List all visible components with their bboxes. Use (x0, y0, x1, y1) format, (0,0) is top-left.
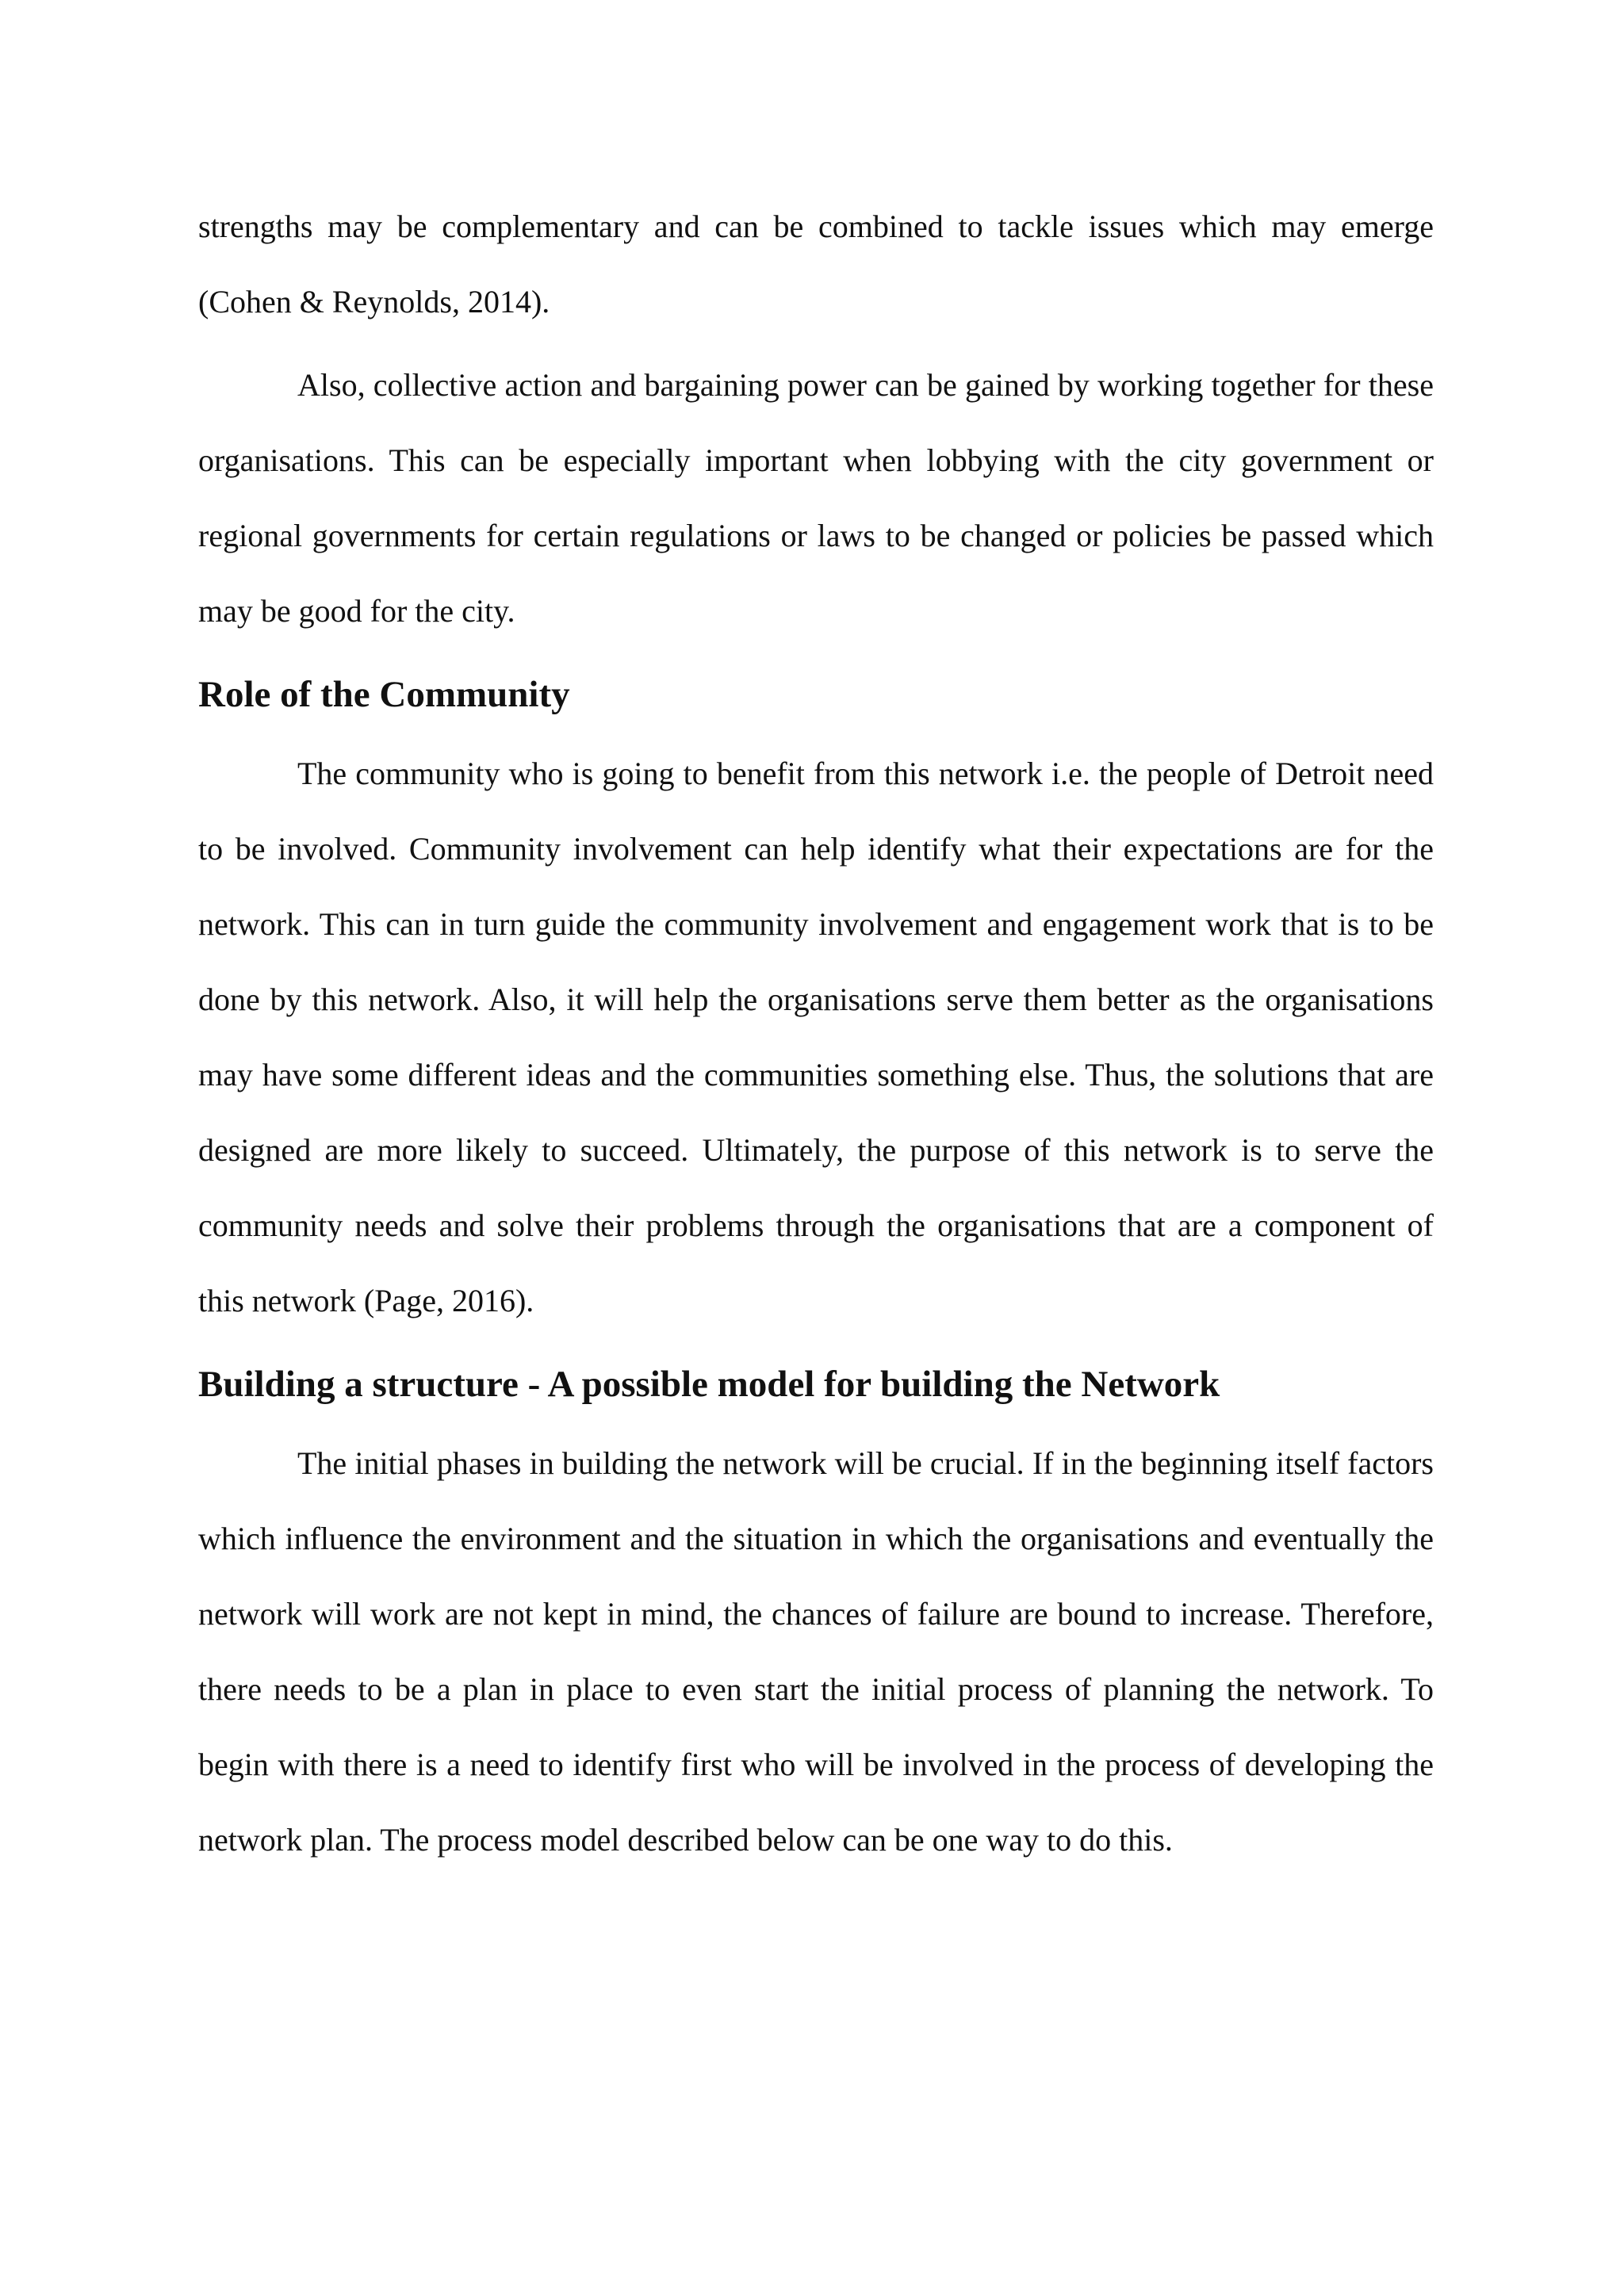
paragraph-community-involvement: The community who is going to benefit from this network i.e. the people of Detroit need to be involved. Community involvement can help identify what their expectations are for the network. This can in turn guide the community involvement and engagement work that is to be done by this network. Also, it will help the organisations serve them better as the organisations may have some different ideas and the communities something else. Thus, the solutions that are designed are more likely to succeed. Ultimately, the purpose of this network is to serve the community needs and solve their problems through the organisations that are a component of this network (Page, 2016). (198, 756, 1434, 1318)
paragraph-strengths-continuation: strengths may be complementary and can be combined to tackle issues which may emerge (Cohen & Reynolds, 2014). (198, 209, 1434, 320)
heading-role-of-community: Role of the Community (198, 674, 570, 715)
document-body (198, 189, 1434, 1877)
paragraph-collective-action: Also, collective action and bargaining power can be gained by working together for these organisations. This can be especially important when lobbying with the city government or regional governments for certain regulations or laws to be changed or policies be passed which may be good for the city. (198, 367, 1434, 629)
heading-building-structure: Building a structure - A possible model for building the Network (198, 1364, 1220, 1405)
paragraph-initial-phases: The initial phases in building the network will be crucial. If in the beginning itself factors which influence the environment and the situation in which the organisations and eventually the network will work are not kept in mind, the chances of failure are bound to increase. Therefore, there needs to be a plan in place to even start the initial process of planning the network. To begin with there is a need to identify first who will be involved in the process of developing the network plan. The process model described below can be one way to do this. (198, 1445, 1434, 1858)
